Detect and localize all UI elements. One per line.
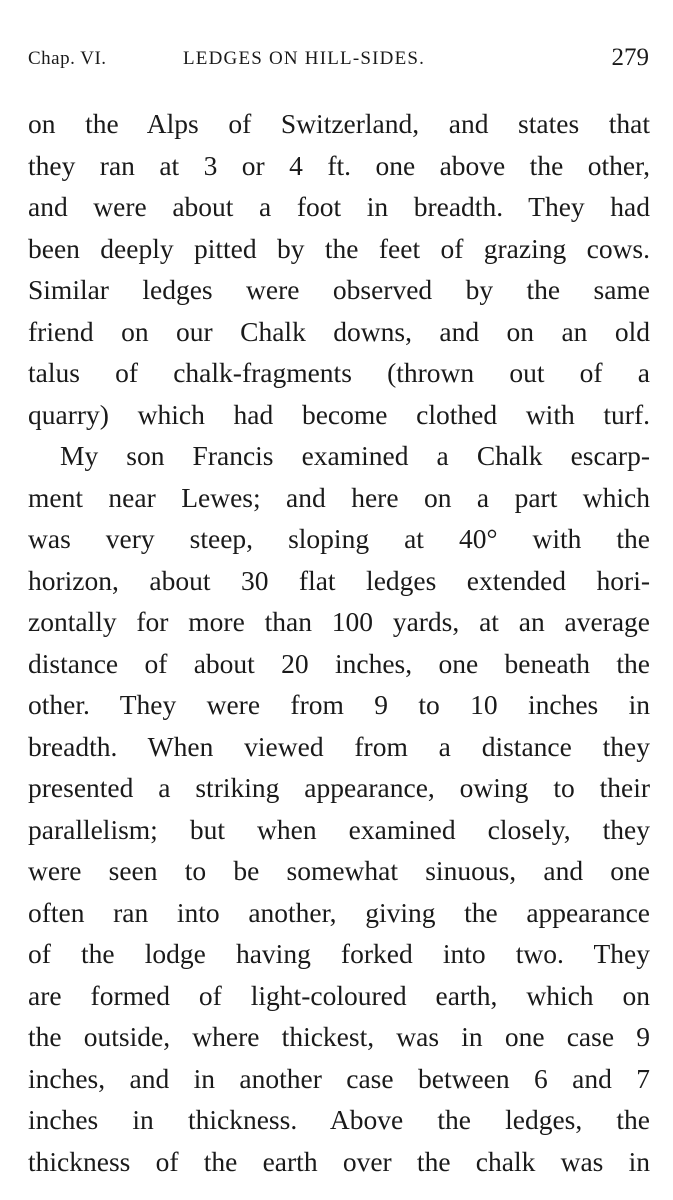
text-line: was very steep, sloping at 40° with the [28,523,650,554]
text-line: thickness of the earth over the chalk was in [28,1145,650,1177]
text-line: ment near Lewes; and here on a part which [28,481,650,513]
text-line: often ran into another, giving the appearance [28,896,650,928]
text-line: Similar ledges were observed by the same [28,274,650,305]
running-title: LEDGES ON HILL-SIDES. [183,48,426,69]
text-line: other. They were from 9 to 10 inches in [28,689,650,720]
text-line: horizon, about 30 flat ledges extended hori- [28,564,650,596]
text-line: been deeply pitted by the feet of grazing cows. [28,232,650,264]
text-line: breadth. When viewed from a distance they [28,730,650,762]
body-text [28,103,650,1182]
text-line: are formed of light-coloured earth, which on [28,979,650,1011]
text-line: presented a striking appearance, owing to their [28,772,650,803]
text-line: inches, and in another case between 6 and 7 [28,1062,650,1094]
text-line: distance of about 20 inches, one beneath the [28,647,650,679]
text-line: inches in thickness. Above the ledges, the [28,1104,650,1135]
text-line: zontally for more than 100 yards, at an average [28,606,650,637]
text-line: quarry) which had become clothed with turf. [28,398,650,430]
text-line: were seen to be somewhat sinuous, and one [28,855,650,886]
text-line: on the Alps of Switzerland, and states that [28,108,650,139]
text-line: the outside, where thickest, was in one case 9 [28,1021,650,1052]
page-number: 279 [611,44,649,71]
chapter-label: Chap. VI. [28,48,107,69]
text-line: parallelism; but when examined closely, they [28,813,650,845]
text-line: they ran at 3 or 4 ft. one above the other, [28,149,650,181]
text-line: friend on our Chalk downs, and on an old [28,315,650,347]
text-line: talus of chalk-fragments (thrown out of a [28,357,650,388]
text-line: and were about a foot in breadth. They had [28,191,650,222]
running-head [28,44,649,76]
text-line: of the lodge having forked into two. They [28,938,650,969]
paragraph-first-line: My son Francis examined a Chalk escarp- [60,440,650,471]
